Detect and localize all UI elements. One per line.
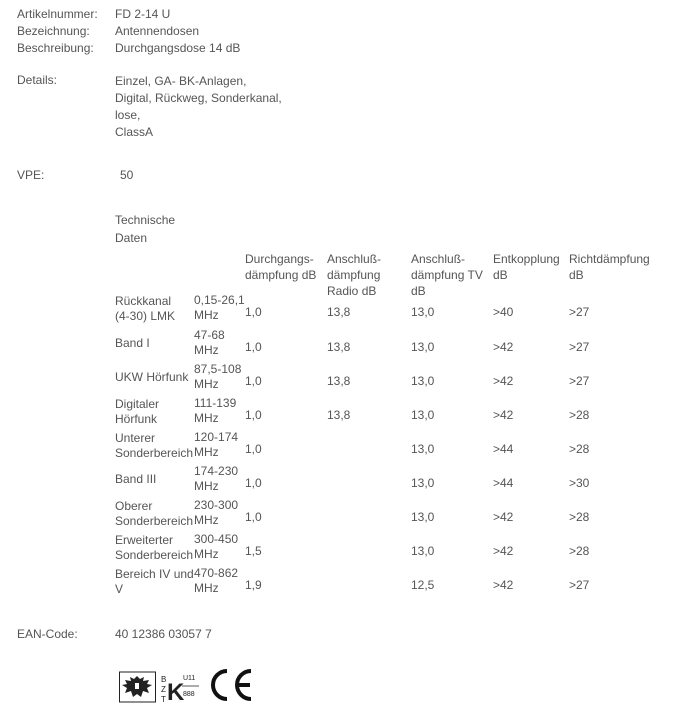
ean-value: 40 12386 03057 7 xyxy=(115,627,212,641)
spec-column-header-line: dämpfung xyxy=(327,268,381,282)
spec-cell-durchgangsdaempfung: 1,5 xyxy=(245,544,262,558)
spec-column-header xyxy=(411,251,483,299)
spec-cell-richtdaempfung: >27 xyxy=(569,305,590,319)
spec-row-frequency-line: 470-862 xyxy=(194,566,239,580)
spec-column-header-line: Richtdämpfung xyxy=(569,252,650,266)
spec-row-name xyxy=(115,397,159,427)
spec-column-header xyxy=(493,251,560,283)
spec-row-frequency xyxy=(194,566,238,596)
spec-cell-tv-daempfung: 13,0 xyxy=(411,408,435,422)
spec-cell-durchgangsdaempfung: 1,9 xyxy=(245,578,262,592)
spec-cell-durchgangsdaempfung: 1,0 xyxy=(245,305,262,319)
spec-cell-richtdaempfung: >28 xyxy=(569,510,590,524)
spec-cell-richtdaempfung: >27 xyxy=(569,340,590,354)
spec-row-frequency-line: MHz xyxy=(194,547,219,561)
bezeichnung-value: Antennendosen xyxy=(115,24,200,38)
spec-row-name xyxy=(115,567,194,597)
vpe-label: VPE: xyxy=(17,168,45,182)
spec-row-name-line: Bereich IV und xyxy=(115,567,194,581)
spec-row-frequency-line: MHz xyxy=(194,479,219,493)
details-line: ClassA xyxy=(115,125,154,139)
spec-column-header xyxy=(245,251,316,283)
spec-row-frequency-line: MHz xyxy=(194,308,219,322)
spec-row-frequency xyxy=(194,532,238,562)
details-line: lose, xyxy=(115,108,141,122)
spec-cell-tv-daempfung: 12,5 xyxy=(411,578,435,592)
spec-cell-richtdaempfung: >28 xyxy=(569,442,590,456)
spec-cell-entkopplung: >42 xyxy=(493,578,514,592)
spec-row-frequency-line: 87,5-108 xyxy=(194,362,242,376)
spec-row-name-line: Band III xyxy=(115,472,157,486)
spec-cell-richtdaempfung: >28 xyxy=(569,408,590,422)
spec-column-header-line: dämpfung TV xyxy=(411,268,483,282)
spec-row-name-line: Rückkanal xyxy=(115,294,172,308)
spec-row-name xyxy=(115,533,193,563)
specs-title-line: Daten xyxy=(115,231,148,245)
spec-cell-radio-daempfung: 13,8 xyxy=(327,408,351,422)
spec-column-header-line: Radio dB xyxy=(327,284,377,298)
spec-cell-radio-daempfung: 13,8 xyxy=(327,340,351,354)
spec-cell-entkopplung: >42 xyxy=(493,510,514,524)
bzt-code-top: U11 xyxy=(183,675,196,682)
spec-column-header-line: dB xyxy=(493,268,508,282)
spec-cell-richtdaempfung: >27 xyxy=(569,374,590,388)
details-label: Details: xyxy=(17,73,58,87)
spec-row-name-line: Sonderbereich xyxy=(115,514,194,528)
spec-row-frequency-line: 174-230 xyxy=(194,464,239,478)
spec-row-frequency-line: 111-139 xyxy=(194,396,237,410)
specs-title xyxy=(115,211,195,247)
spec-column-header-line: Entkopplung xyxy=(493,252,560,266)
spec-row-frequency-line: MHz xyxy=(194,377,219,391)
bzt-letter-z: Z xyxy=(161,685,166,694)
spec-row-frequency xyxy=(194,430,238,460)
spec-column-header-line: dB xyxy=(411,284,426,298)
spec-cell-tv-daempfung: 13,0 xyxy=(411,476,435,490)
spec-row-frequency-line: 120-174 xyxy=(194,430,239,444)
spec-cell-tv-daempfung: 13,0 xyxy=(411,442,435,456)
spec-row-frequency-line: MHz xyxy=(194,581,219,595)
spec-column-header-line: dB xyxy=(569,268,584,282)
spec-row-name xyxy=(115,431,193,461)
spec-row-frequency xyxy=(194,328,225,358)
spec-column-header-line: dämpfung dB xyxy=(245,268,317,282)
spec-cell-tv-daempfung: 13,0 xyxy=(411,544,435,558)
spec-row-frequency-line: 300-450 xyxy=(194,532,239,546)
spec-row-name-line: Erweiterter xyxy=(115,533,174,547)
spec-cell-durchgangsdaempfung: 1,0 xyxy=(245,374,262,388)
vpe-value: 50 xyxy=(120,168,134,182)
spec-column-header-line: Anschluß- xyxy=(327,252,382,266)
bezeichnung-label: Bezeichnung: xyxy=(17,24,90,38)
spec-column-header-line: Durchgangs- xyxy=(245,252,314,266)
spec-cell-richtdaempfung: >27 xyxy=(569,578,590,592)
ce-mark-logo xyxy=(207,665,255,708)
spec-cell-tv-daempfung: 13,0 xyxy=(411,340,435,354)
spec-cell-radio-daempfung: 13,8 xyxy=(327,305,351,319)
spec-row-name xyxy=(115,370,188,385)
spec-row-name-line: Oberer xyxy=(115,499,153,513)
spec-column-header-line: Anschluß- xyxy=(411,252,466,266)
beschreibung-label: Beschreibung: xyxy=(17,41,94,55)
spec-cell-durchgangsdaempfung: 1,0 xyxy=(245,510,262,524)
details-line: Einzel, GA- BK-Anlagen, xyxy=(115,74,247,88)
spec-row-name-line: UKW Hörfunk xyxy=(115,370,189,384)
spec-column-header xyxy=(569,251,650,283)
spec-cell-entkopplung: >44 xyxy=(493,476,514,490)
spec-row-name-line: Hörfunk xyxy=(115,412,158,426)
details-value xyxy=(115,73,282,141)
specs-title-line: Technische xyxy=(115,213,176,227)
spec-row-name-line: V xyxy=(115,582,124,596)
spec-cell-entkopplung: >42 xyxy=(493,408,514,422)
spec-column-header xyxy=(327,251,381,299)
spec-row-frequency-line: MHz xyxy=(194,445,219,459)
artikelnummer-label: Artikelnummer: xyxy=(17,7,98,21)
spec-cell-radio-daempfung: 13,8 xyxy=(327,374,351,388)
spec-cell-durchgangsdaempfung: 1,0 xyxy=(245,442,262,456)
spec-row-frequency-line: MHz xyxy=(194,343,219,357)
spec-cell-entkopplung: >42 xyxy=(493,374,514,388)
beschreibung-value: Durchgangsdose 14 dB xyxy=(115,41,241,55)
spec-row-name xyxy=(115,336,150,351)
spec-cell-entkopplung: >44 xyxy=(493,442,514,456)
spec-row-frequency-line: MHz xyxy=(194,513,219,527)
spec-cell-tv-daempfung: 13,0 xyxy=(411,374,435,388)
spec-row-frequency xyxy=(194,293,245,323)
spec-cell-entkopplung: >42 xyxy=(493,544,514,558)
spec-row-frequency-line: 0,15-26,1 xyxy=(194,293,245,307)
spec-row-name xyxy=(115,472,156,487)
spec-row-frequency xyxy=(194,362,241,392)
ean-label: EAN-Code: xyxy=(17,627,78,641)
spec-row-frequency xyxy=(194,498,238,528)
ce-mark-icon xyxy=(207,665,255,705)
details-line: Digital, Rückweg, Sonderkanal, xyxy=(115,91,282,105)
spec-row-frequency-line: 230-300 xyxy=(194,498,239,512)
spec-cell-durchgangsdaempfung: 1,0 xyxy=(245,340,262,354)
spec-row-name xyxy=(115,294,175,324)
spec-cell-entkopplung: >42 xyxy=(493,340,514,354)
spec-cell-durchgangsdaempfung: 1,0 xyxy=(245,408,262,422)
spec-cell-durchgangsdaempfung: 1,0 xyxy=(245,476,262,490)
spec-row-frequency-line: MHz xyxy=(194,411,219,425)
spec-cell-tv-daempfung: 13,0 xyxy=(411,510,435,524)
spec-row-name-line: Digitaler xyxy=(115,397,160,411)
bzt-letter-t: T xyxy=(161,695,166,704)
spec-cell-richtdaempfung: >28 xyxy=(569,544,590,558)
spec-row-name-line: Sonderbereich xyxy=(115,548,194,562)
bzt-letter-b: B xyxy=(161,675,167,684)
bzt-code-bottom: 888 xyxy=(183,691,195,698)
artikelnummer-value: FD 2-14 U xyxy=(115,7,171,21)
spec-row-name-line: Band I xyxy=(115,336,150,350)
spec-row-frequency-line: 47-68 xyxy=(194,328,225,342)
bzt-approval-logo xyxy=(119,667,199,710)
spec-cell-tv-daempfung: 13,0 xyxy=(411,305,435,319)
spec-cell-richtdaempfung: >30 xyxy=(569,476,590,490)
spec-row-name xyxy=(115,499,193,529)
spec-row-name-line: (4-30) LMK xyxy=(115,309,176,323)
spec-row-frequency xyxy=(194,396,236,426)
spec-cell-entkopplung: >40 xyxy=(493,305,514,319)
spec-row-name-line: Unterer xyxy=(115,431,156,445)
bzt-eagle-icon xyxy=(119,667,199,707)
bzt-letter-k: K xyxy=(167,679,185,706)
spec-row-frequency xyxy=(194,464,238,494)
spec-row-name-line: Sonderbereich xyxy=(115,446,194,460)
